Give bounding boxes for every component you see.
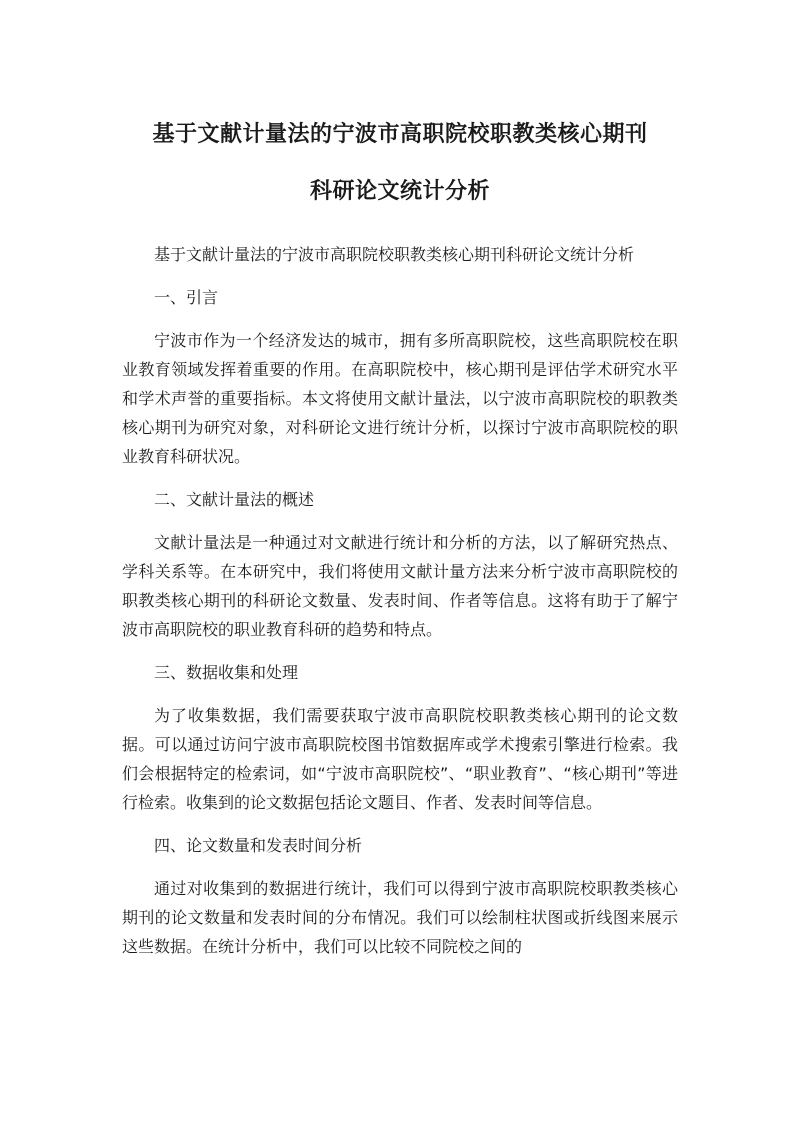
bibliometrics-overview-paragraph: 文献计量法是一种通过对文献进行统计和分析的方法，以了解研究热点、学科关系等。在本研究中，我们将使用文献计量方法来分析宁波市高职院校的职教类核心期刊的科研论文数量、发表时间、作者等信息。这将有助于了解宁波市高职院校的职业教育科研的趋势和特点。 (122, 533, 678, 639)
document-title-line-1: 基于文献计量法的宁波市高职院校职教类核心期刊 (152, 122, 648, 147)
section-heading-introduction: 一、引言 (154, 288, 219, 307)
introduction-paragraph: 宁波市作为一个经济发达的城市，拥有多所高职院校，这些高职院校在职业教育领域发挥着重要的作用。在高职院校中，核心期刊是评估学术研究水平和学术声誉的重要指标。本文将使用文献计量法，以宁波市高职院校的职教类核心期刊为研究对象，对科研论文进行统计分析，以探讨宁波市高职院校的职业教育科研状况。 (122, 331, 678, 466)
data-collection-paragraph: 为了收集数据，我们需要获取宁波市高职院校职教类核心期刊的论文数据。可以通过访问宁波市高职院校图书馆数据库或学术搜索引擎进行检索。我们会根据特定的检索词，如“宁波市高职院校”、“职业教育”、“核心期刊”等进行检索。收集到的论文数据包括论文题目、作者、发表时间等信息。 (122, 706, 678, 812)
document-body (122, 240, 678, 975)
intro-paragraph: 基于文献计量法的宁波市高职院校职教类核心期刊科研论文统计分析 (154, 245, 635, 264)
document-title-line-2: 科研论文统计分析 (309, 179, 490, 204)
paper-count-analysis-paragraph: 通过对收集到的数据进行统计，我们可以得到宁波市高职院校职教类核心期刊的论文数量和发表时间的分布情况。我们可以绘制柱状图或折线图来展示这些数据。在统计分析中，我们可以比较不同院校之间的 (122, 879, 678, 956)
section-heading-bibliometrics-overview: 二、文献计量法的概述 (154, 490, 315, 509)
section-heading-data-collection: 三、数据收集和处理 (154, 663, 299, 682)
section-heading-paper-count-analysis: 四、论文数量和发表时间分析 (154, 836, 363, 855)
